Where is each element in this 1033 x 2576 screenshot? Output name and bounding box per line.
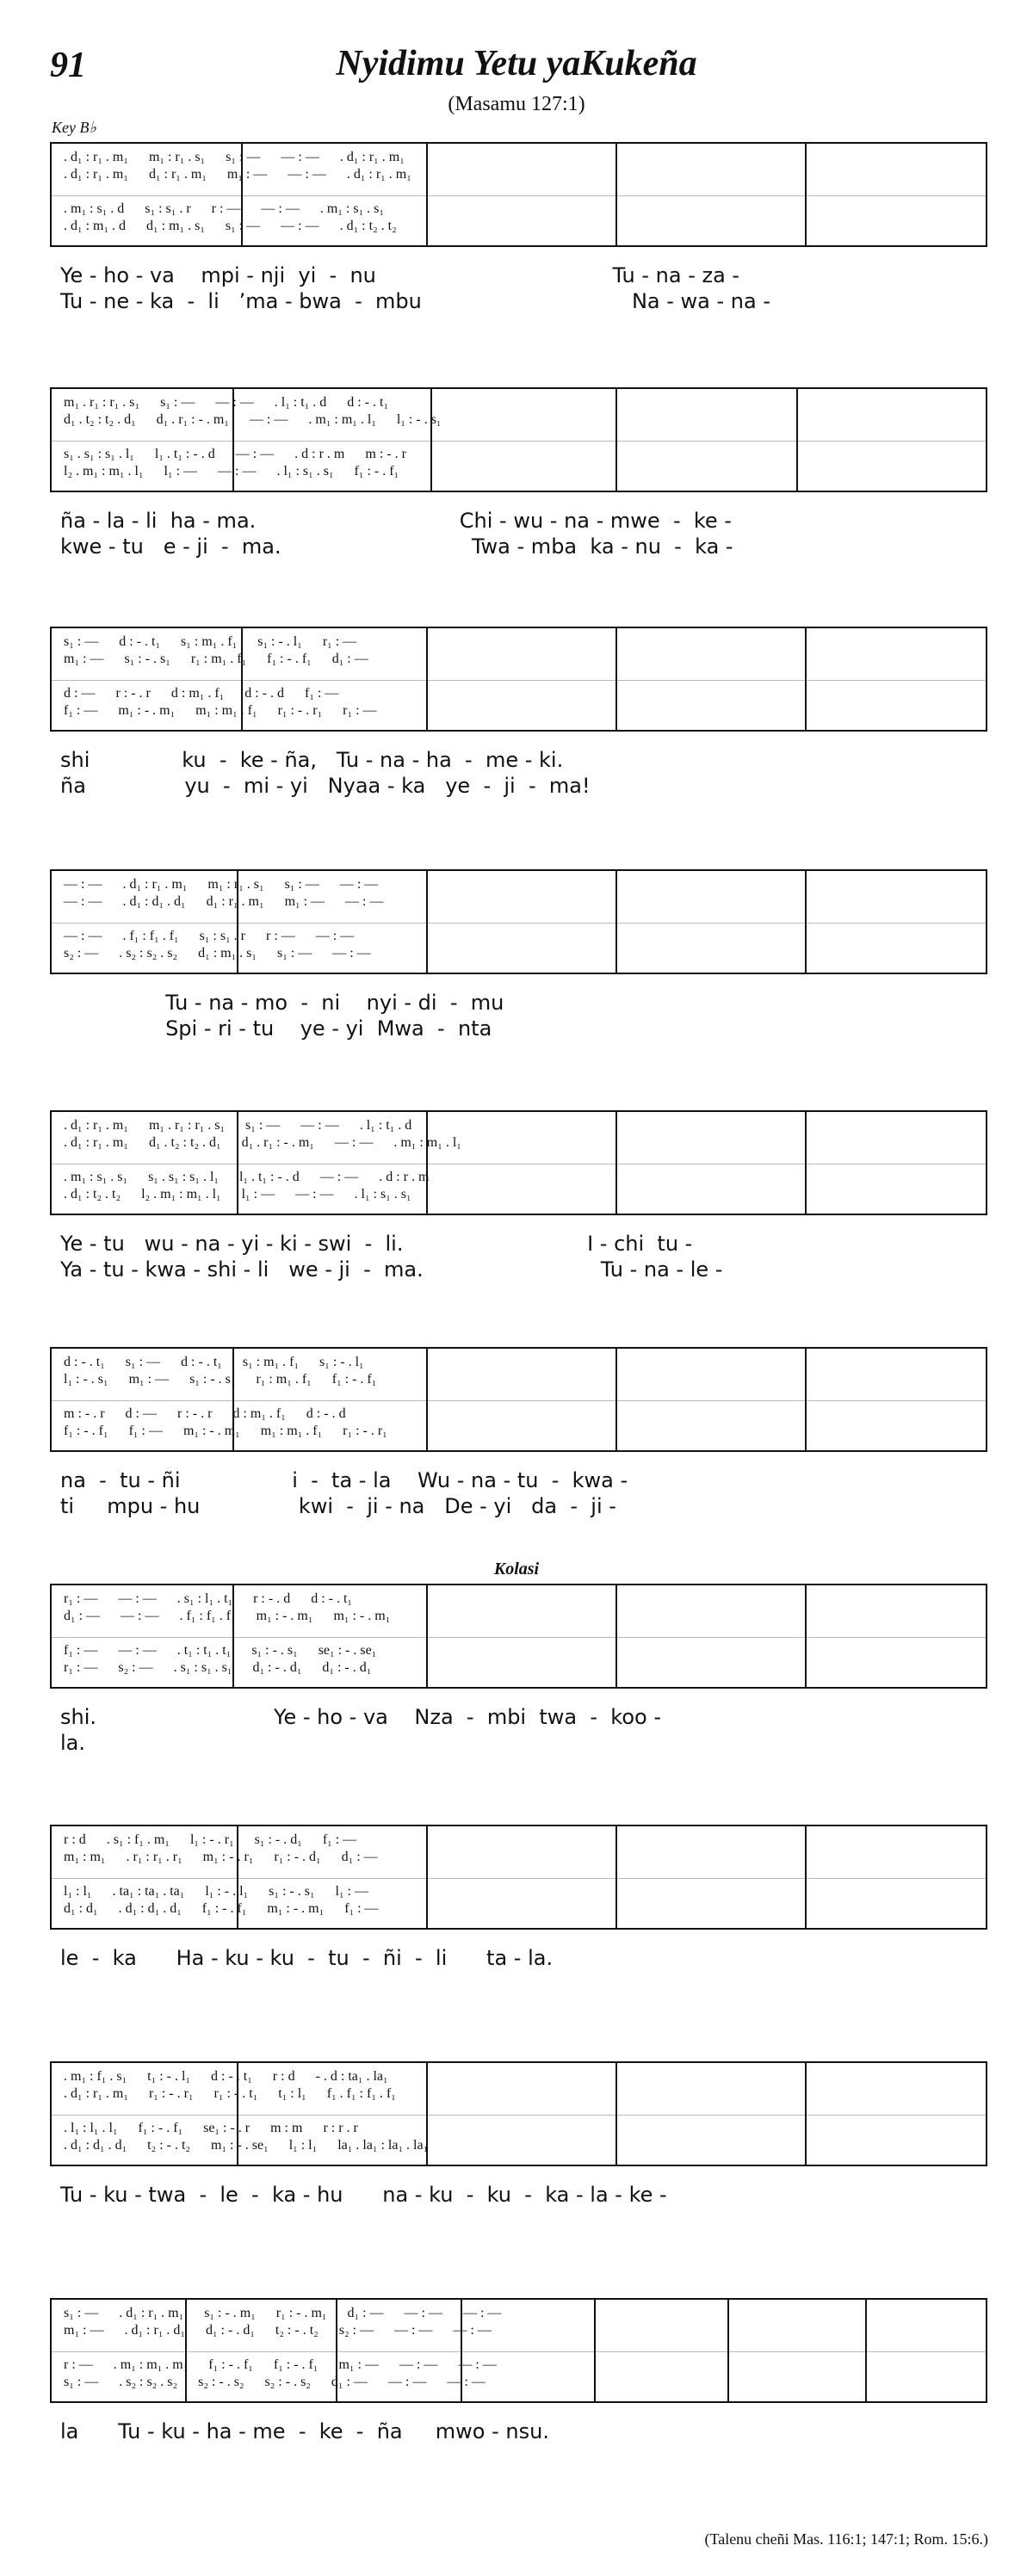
solfa-line: . d₁ : r₁ . m₁ m₁ : r₁ . s₁ s₁ : — — : — . d₁ : r₁ . m₁ bbox=[64, 150, 405, 164]
staff-box bbox=[50, 142, 987, 247]
lyric-line: Ya - tu - kwa - shi - li we - ji - ma. Tu - na - le - bbox=[60, 1257, 723, 1282]
bar-line bbox=[426, 628, 428, 730]
staff-box bbox=[50, 1110, 987, 1215]
bar-line bbox=[796, 389, 798, 491]
lyric-line: Ye - tu wu - na - yi - ki - swi - li. I - chi tu - bbox=[60, 1232, 693, 1256]
bar-line bbox=[615, 1585, 617, 1687]
bar-line bbox=[615, 1112, 617, 1214]
solfa-line: f₁ : - . f₁ f₁ : — m₁ : - . m₁ m₁ : m₁ . f₁ r₁ : - . r₁ bbox=[64, 1424, 387, 1438]
lyric-line: la. bbox=[60, 1731, 86, 1755]
bar-line bbox=[865, 2300, 867, 2401]
lyric-line: le - ka Ha - ku - ku - tu - ñi - li ta - la. bbox=[60, 1946, 554, 1970]
solfa-line: m : - . r d : — r : - . r d : m₁ . f₁ d : - . d bbox=[64, 1406, 346, 1421]
solfa-line: r : — . m₁ : m₁ . m₁ f₁ : - . f₁ f₁ : - . f₁ m₁ : — — : — — : — bbox=[64, 2357, 497, 2372]
bar-line bbox=[426, 1585, 428, 1687]
staff-box bbox=[50, 1825, 987, 1930]
solfa-line: s₁ . s₁ : s₁ . l₁ l₁ . t₁ : - . d — : — . d : r . m m : - . r bbox=[64, 447, 406, 461]
lyric-line: Tu - ne - ka - li ’ma - bwa - mbu Na - wa - na - bbox=[60, 289, 770, 313]
bar-line bbox=[426, 1349, 428, 1450]
solfa-line: . d₁ : r₁ . m₁ d₁ . t₂ : t₂ . d₁ d₁ . r₁ : - . m₁ — : — . m₁ : m₁ . l₁ bbox=[64, 1135, 461, 1150]
solfa-line: d : - . t₁ s₁ : — d : - . t₁ s₁ : m₁ . f₁ s₁ : - . l₁ bbox=[64, 1355, 364, 1369]
solfa-line: . d₁ : d₁ . d₁ t₂ : - . t₂ m₁ : - . se₁ l₁ : l₁ la₁ . la₁ : la₁ . la₁ bbox=[64, 2138, 429, 2153]
solfa-line: l₁ : - . s₁ m₁ : — s₁ : - . s₁ r₁ : m₁ . f₁ f₁ : - . f₁ bbox=[64, 1372, 377, 1387]
bar-line bbox=[615, 871, 617, 973]
voice-divider bbox=[52, 2115, 986, 2116]
voice-divider bbox=[52, 195, 986, 196]
lyric-line: Spi - ri - tu ye - yi Mwa - nta bbox=[60, 1016, 492, 1041]
bar-line bbox=[615, 1349, 617, 1450]
solfa-line: . m₁ : f₁ . s₁ t₁ : - . l₁ d : - . t₁ r : d - . d : ta₁ . la₁ bbox=[64, 2069, 388, 2084]
solfa-line: m₁ : — s₁ : - . s₁ r₁ : m₁ . f₁ f₁ : - . f₁ d₁ : — bbox=[64, 652, 368, 666]
bar-line bbox=[805, 1349, 807, 1450]
solfa-line: — : — . d₁ : d₁ . d₁ d₁ : r₁ . m₁ m₁ : — — : — bbox=[64, 894, 384, 909]
lyric-line: Tu - na - mo - ni nyi - di - mu bbox=[60, 991, 504, 1015]
solfa-line: . d₁ : r₁ . m₁ r₁ : - . r₁ r₁ : - . t₁ t₁ : l₁ f₁ . f₁ : f₁ . f₁ bbox=[64, 2086, 396, 2101]
bar-line bbox=[615, 1826, 617, 1928]
key-signature: Key B♭ bbox=[52, 119, 96, 136]
voice-divider bbox=[52, 2351, 986, 2352]
bar-line bbox=[727, 2300, 729, 2401]
song-number: 91 bbox=[50, 46, 86, 85]
voice-divider bbox=[52, 441, 986, 442]
bar-line bbox=[805, 144, 807, 245]
bar-line bbox=[426, 1826, 428, 1928]
lyric-line: shi. Ye - ho - va Nza - mbi twa - koo - bbox=[60, 1705, 661, 1729]
solfa-line: f₁ : — — : — . t₁ : t₁ . t₁ s₁ : - . s₁ se₁ : - . se₁ bbox=[64, 1643, 377, 1658]
bar-line bbox=[805, 628, 807, 730]
solfa-line: m₁ : m₁ . r₁ : r₁ . r₁ m₁ : - . r₁ r₁ : - . d₁ d₁ : — bbox=[64, 1850, 378, 1864]
solfa-line: . d₁ : t₂ . t₂ l₂ . m₁ : m₁ . l₁ l₁ : — — : — . l₁ : s₁ . s₁ bbox=[64, 1187, 411, 1202]
staff-box bbox=[50, 869, 987, 974]
voice-divider bbox=[52, 1637, 986, 1638]
lyric-line: kwe - tu e - ji - ma. Twa - mba ka - nu - ka - bbox=[60, 534, 733, 559]
lyric-line: ña - la - li ha - ma. Chi - wu - na - mwe - ke - bbox=[60, 509, 732, 533]
bar-line bbox=[426, 144, 428, 245]
lyric-line: ña yu - mi - yi Nyaa - ka ye - ji - ma! bbox=[60, 774, 591, 798]
staff-box bbox=[50, 387, 987, 492]
solfa-line: r₁ : — — : — . s₁ : l₁ . t₁ r : - . d d : - . t₁ bbox=[64, 1591, 352, 1606]
lyric-line: Tu - ku - twa - le - ka - hu na - ku - ku - ka - la - ke - bbox=[60, 2183, 667, 2207]
staff-box bbox=[50, 2061, 987, 2166]
solfa-line: d₁ . t₂ : t₂ . d₁ d₁ . r₁ : - . m₁ — : — . m₁ : m₁ . l₁ l₁ : - . s₁ bbox=[64, 412, 442, 427]
bar-line bbox=[426, 871, 428, 973]
solfa-line: . m₁ : s₁ . d s₁ : s₁ . r r : — — : — . m₁ : s₁ . s₁ bbox=[64, 201, 384, 216]
bar-line bbox=[805, 1826, 807, 1928]
lyric-line: ti mpu - hu kwi - ji - na De - yi da - ji - bbox=[60, 1494, 616, 1518]
staff-box bbox=[50, 627, 987, 732]
solfa-line: f₁ : — m₁ : - . m₁ m₁ : m₁ . f₁ r₁ : - . r₁ r₁ : — bbox=[64, 703, 377, 718]
voice-divider bbox=[52, 1878, 986, 1879]
solfa-line: d₁ : — — : — . f₁ : f₁ . f₁ m₁ : - . m₁ m₁ : - . m₁ bbox=[64, 1609, 391, 1623]
staff-box bbox=[50, 1584, 987, 1689]
lyric-line: shi ku - ke - ña, Tu - na - ha - me - ki. bbox=[60, 748, 564, 772]
staff-box bbox=[50, 1347, 987, 1452]
solfa-line: . d₁ : m₁ . d d₁ : m₁ . s₁ s₁ : — — : — . d₁ : t₂ . t₂ bbox=[64, 219, 397, 233]
solfa-line: d : — r : - . r d : m₁ . f₁ d : - . d f₁ : — bbox=[64, 686, 339, 701]
bar-line bbox=[805, 2063, 807, 2165]
voice-divider bbox=[52, 1400, 986, 1401]
bar-line bbox=[430, 389, 432, 491]
footer-reference: (Talenu cheñi Mas. 116:1; 147:1; Rom. 15:6.) bbox=[704, 2530, 988, 2548]
bar-line bbox=[594, 2300, 596, 2401]
voice-divider bbox=[52, 923, 986, 924]
bar-line bbox=[805, 871, 807, 973]
solfa-line: s₂ : — . s₂ : s₂ . s₂ d₁ : m₁ . s₁ s₁ : — — : — bbox=[64, 946, 371, 961]
solfa-line: . d₁ : r₁ . m₁ m₁ . r₁ : r₁ . s₁ s₁ : — — : — . l₁ : t₁ . d bbox=[64, 1118, 412, 1133]
solfa-line: r : d . s₁ : f₁ . m₁ l₁ : - . r₁ s₁ : - . d₁ f₁ : — bbox=[64, 1832, 357, 1847]
solfa-line: l₁ : l₁ . ta₁ : ta₁ . ta₁ l₁ : - . l₁ s₁ : - . s₁ l₁ : — bbox=[64, 1884, 368, 1899]
song-header bbox=[0, 0, 1033, 138]
solfa-line: m₁ : — . d₁ : r₁ . d₁ d₁ : - . d₁ t₂ : - . t₂ s₂ : — — : — — : — bbox=[64, 2323, 492, 2338]
lyric-line: Ye - ho - va mpi - nji yi - nu Tu - na - za - bbox=[60, 263, 740, 287]
bar-line bbox=[805, 1112, 807, 1214]
scripture-reference: (Masamu 127:1) bbox=[448, 93, 585, 115]
solfa-line: r₁ : — s₂ : — . s₁ : s₁ . s₁ d₁ : - . d₁ d₁ : - . d₁ bbox=[64, 1660, 372, 1675]
bar-line bbox=[615, 628, 617, 730]
bar-line bbox=[426, 1112, 428, 1214]
voice-divider bbox=[52, 680, 986, 681]
chorus-label: Kolasi bbox=[493, 1560, 540, 1578]
solfa-line: . d₁ : r₁ . m₁ d₁ : r₁ . m₁ m₁ : — — : — . d₁ : r₁ . m₁ bbox=[64, 167, 411, 182]
lyric-line: na - tu - ñi i - ta - la Wu - na - tu - kwa - bbox=[60, 1468, 628, 1492]
song-title: Nyidimu Yetu yaKukeña bbox=[336, 44, 697, 83]
solfa-line: . l₁ : l₁ . l₁ f₁ : - . f₁ se₁ : - . r m : m r : r . r bbox=[64, 2121, 358, 2135]
staff-box bbox=[50, 2298, 987, 2403]
bar-line bbox=[615, 389, 617, 491]
solfa-line: l₂ . m₁ : m₁ . l₁ l₁ : — — : — . l₁ : s₁ . s₁ f₁ : - . f₁ bbox=[64, 464, 399, 479]
solfa-line: — : — . f₁ : f₁ . f₁ s₁ : s₁ . r r : — — : — bbox=[64, 929, 355, 943]
bar-line bbox=[615, 144, 617, 245]
bar-line bbox=[805, 1585, 807, 1687]
solfa-line: d₁ : d₁ . d₁ : d₁ . d₁ f₁ : - . f₁ m₁ : - . m₁ f₁ : — bbox=[64, 1901, 379, 1916]
solfa-line: s₁ : — . d₁ : r₁ . m₁ s₁ : - . m₁ r₁ : - . m₁ d₁ : — — : — — : — bbox=[64, 2306, 502, 2320]
solfa-line: m₁ . r₁ : r₁ . s₁ s₁ : — — : — . l₁ : t₁ . d d : - . t₁ bbox=[64, 395, 389, 410]
bar-line bbox=[615, 2063, 617, 2165]
solfa-line: . m₁ : s₁ . s₁ s₁ . s₁ : s₁ . l₁ l₁ . t₁ : - . d — : — . d : r . m bbox=[64, 1170, 430, 1184]
solfa-line: s₁ : — d : - . t₁ s₁ : m₁ . f₁ s₁ : - . l₁ r₁ : — bbox=[64, 634, 357, 649]
solfa-line: s₁ : — . s₂ : s₂ . s₂ s₂ : - . s₂ s₂ : - . s₂ d₁ : — — : — — : — bbox=[64, 2375, 486, 2389]
lyric-line: la Tu - ku - ha - me - ke - ña mwo - nsu. bbox=[60, 2419, 549, 2443]
solfa-line: — : — . d₁ : r₁ . m₁ m₁ : r₁ . s₁ s₁ : — — : — bbox=[64, 877, 379, 892]
